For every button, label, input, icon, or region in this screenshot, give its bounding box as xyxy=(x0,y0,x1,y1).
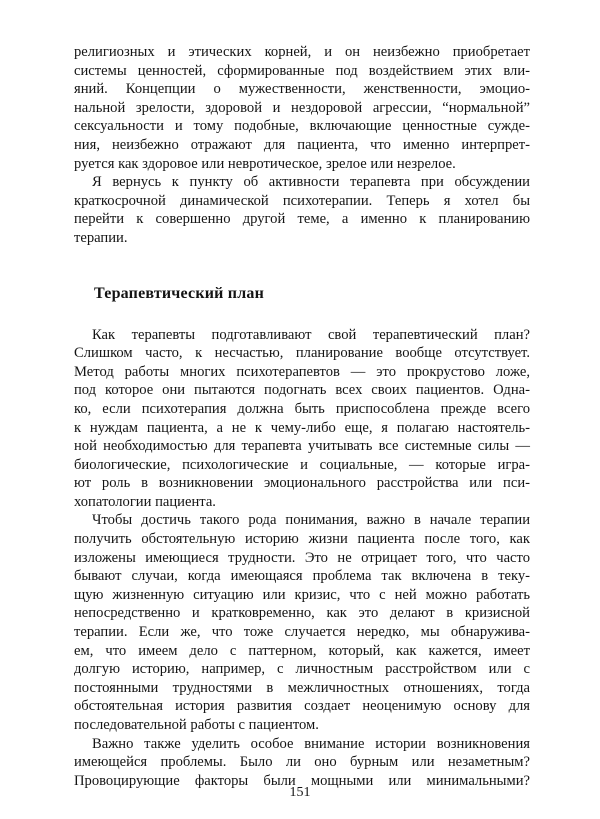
paragraph-continuation xyxy=(74,43,530,173)
text-line: постоянными трудностями в межличностных отношениях, тогда xyxy=(74,679,530,696)
paragraph xyxy=(74,735,530,791)
text-line: Как терапевты подготавливают свой терапевтический план? xyxy=(92,326,530,343)
text-line: краткосрочной динамической психотерапии. Теперь я хотел бы xyxy=(74,192,530,209)
text-line: биологические, психологические и социальные, — которые игра- xyxy=(74,456,530,473)
text-line: Я вернусь к пункту об активности терапевта при обсуждении xyxy=(92,174,530,191)
text-line: последовательной работы с пациентом. xyxy=(74,717,319,733)
text-line: под которое они пытаются подогнать всех своих пациентов. Одна- xyxy=(74,382,530,399)
text-line: яний. Концепции о мужественности, женственности, эмоцио- xyxy=(74,81,530,98)
text-line: хопатологии пациента. xyxy=(74,493,216,510)
text-line: Чтобы достичь такого рода понимания, важно в начале терапии xyxy=(92,512,530,529)
text-line: ния, неизбежно отражают для пациента, что именно интерпрет- xyxy=(74,136,530,153)
text-line: обстоятельная история развития создает неоценимую основу для xyxy=(74,698,530,715)
page-body xyxy=(74,43,530,790)
paragraph xyxy=(74,326,530,512)
text-line: ко, если психотерапия должна быть приспособлена прежде всего xyxy=(74,400,530,417)
text-line: имеющейся проблемы. Было ли оно бурным или незаметным? xyxy=(74,754,530,771)
text-line: к нуждам пациента, а не к чему-либо еще, я полагаю настоятель- xyxy=(74,419,530,436)
text-line: ем, что имеем дело с паттерном, который, как кажется, имеет xyxy=(74,642,530,659)
paragraph xyxy=(74,511,530,734)
text-line: нальной зрелости, здоровой и нездоровой агрессии, “нормальной” xyxy=(74,99,530,116)
text-line: непосредственно и кратковременно, как это делают в кризисной xyxy=(74,605,530,622)
page-number: 151 xyxy=(289,785,311,800)
text-line: системы ценностей, сформированные под воздействием этих вли- xyxy=(74,62,530,79)
text-line: сексуальности и тому подобные, включающие ценностные сужде- xyxy=(74,118,530,135)
section-heading: Терапевтический план xyxy=(94,284,264,302)
text-line: Важно также уделить особое внимание истории возникновения xyxy=(92,735,530,752)
text-line: изложены имеющиеся трудности. Это не отрицает того, что часто xyxy=(74,549,530,566)
text-line: терапии. xyxy=(74,229,128,246)
text-line: перейти к совершенно другой теме, а именно к планированию xyxy=(74,211,530,228)
text-line: щую жизненную ситуацию или кризис, что с ней можно работать xyxy=(74,586,530,603)
text-line: руется как здоровое или невротическое, зрелое или незрелое. xyxy=(74,155,456,172)
text-line: получить обстоятельную историю жизни пациента после того, как xyxy=(74,531,530,548)
text-line: терапии. Если же, что тоже случается нередко, мы обнаружива- xyxy=(74,624,530,641)
text-line: Слишком часто, к несчастью, планирование вообще отсутствует. xyxy=(74,345,530,362)
text-line: Провоцирующие факторы были мощными или минимальными? xyxy=(74,772,530,789)
text-line: ной необходимостью для терапевта учитывать все системные силы — xyxy=(74,438,530,455)
text-line: религиозных и этических корней, и он неизбежно приобретает xyxy=(74,44,530,60)
text-line: бывают случаи, когда имеющаяся проблема так включена в теку- xyxy=(74,568,530,585)
text-line: ют роль в возникновении эмоционального расстройства или пси- xyxy=(74,475,530,492)
text-line: долгую историю, например, с личностным расстройством или с xyxy=(74,661,530,678)
paragraph xyxy=(74,173,530,247)
text-line: Метод работы многих психотерапевтов — это прокрустово ложе, xyxy=(74,363,530,380)
